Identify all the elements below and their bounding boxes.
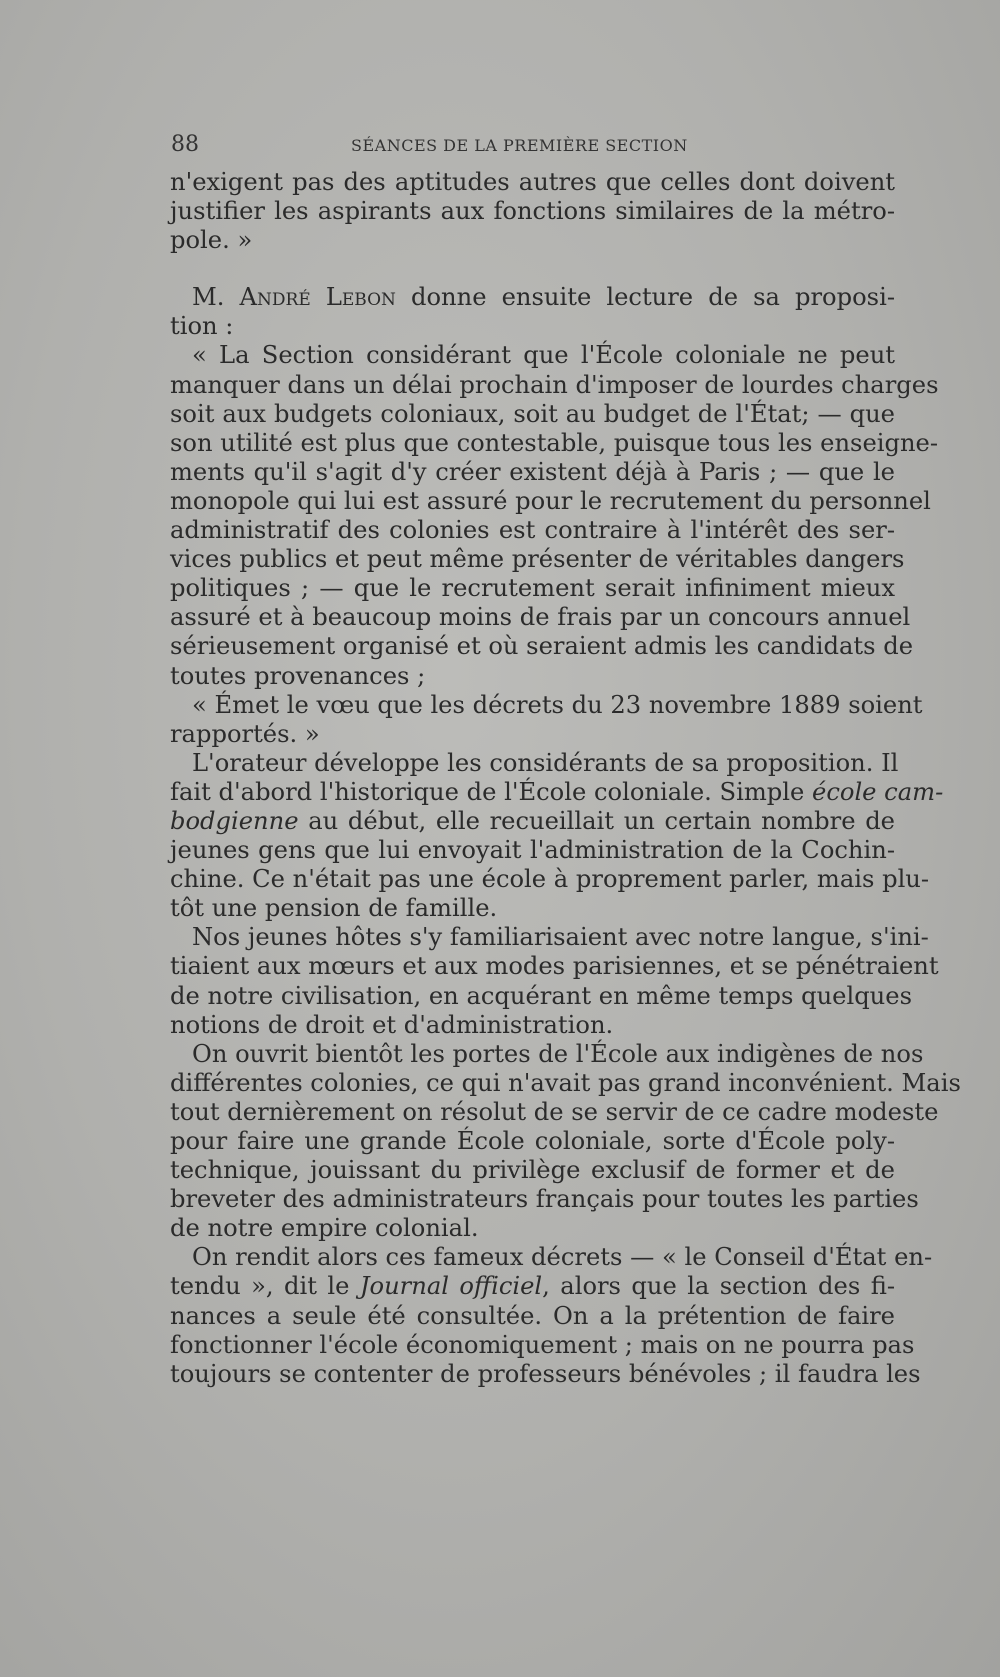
text-line: Nos jeunes hôtes s'y familiarisaient avec notre langue, s'ini- <box>192 923 929 952</box>
text-line: notions de droit et d'administration. <box>170 1010 614 1039</box>
text-line: On ouvrit bientôt les portes de l'École aux indigènes de nos <box>192 1039 924 1068</box>
text-line: chine. Ce n'était pas une école à proprement parler, mais plu- <box>170 865 930 894</box>
text-line: justifier les aspirants aux fonctions similaires de la métro- <box>170 197 895 226</box>
text-segment: au début, elle recueillait un certain nombre de <box>298 806 895 835</box>
page-number: 88 <box>171 132 199 157</box>
text-line: de notre civilisation, en acquérant en même temps quelques <box>170 981 912 1010</box>
italic-phrase: école cam- <box>812 777 944 806</box>
text-line: tiaient aux mœurs et aux modes parisiennes, et se pénétraient <box>170 952 939 981</box>
text-line <box>170 807 895 836</box>
text-line: ments qu'il s'agit d'y créer existent déjà à Paris ; — que le <box>170 457 895 486</box>
text-line: assuré et à beaucoup moins de frais par un concours annuel <box>170 603 911 632</box>
text-line <box>170 777 944 807</box>
text-line: manquer dans un délai prochain d'imposer de lourdes charges <box>170 370 939 399</box>
text-line: vices publics et peut même présenter de véritables dangers <box>170 545 905 574</box>
text-line: toutes provenances ; <box>170 661 426 690</box>
text-line: pole. » <box>170 226 253 255</box>
text-line: n'exigent pas des aptitudes autres que celles dont doivent <box>170 168 895 196</box>
speaker-name: André Lebon <box>239 283 396 312</box>
italic-phrase: bodgienne <box>170 806 299 835</box>
text-line: toujours se contenter de professeurs bénévoles ; il faudra les <box>170 1359 921 1388</box>
text-line: politiques ; — que le recrutement serait infiniment mieux <box>170 574 895 603</box>
text-line <box>170 283 895 312</box>
text-line <box>170 1272 895 1301</box>
text-line: tion : <box>170 312 234 341</box>
text-line: différentes colonies, ce qui n'avait pas grand inconvénient. Mais <box>170 1068 961 1097</box>
paragraph-gap <box>170 255 895 283</box>
text-line: tôt une pension de famille. <box>170 894 498 923</box>
text-line: jeunes gens que lui envoyait l'administration de la Cochin- <box>170 836 895 865</box>
text-line: L'orateur développe les considérants de sa proposition. Il <box>192 748 899 777</box>
body-text <box>170 168 961 1389</box>
text-line: « Émet le vœu que les décrets du 23 novembre 1889 soient <box>192 690 923 719</box>
italic-phrase: Journal officiel <box>359 1272 543 1301</box>
text-line: rapportés. » <box>170 719 320 748</box>
text-segment: fait d'abord l'historique de l'École coloniale. Simple <box>170 777 813 806</box>
text-line: breveter des administrateurs français pour toutes les parties <box>170 1185 919 1214</box>
text-line: monopole qui lui est assuré pour le recrutement du personnel <box>170 486 931 515</box>
text-line: soit aux budgets coloniaux, soit au budget de l'État; — que <box>170 399 895 428</box>
text-line: tout dernièrement on résolut de se servir de ce cadre modeste <box>170 1097 939 1126</box>
text-line: son utilité est plus que contestable, puisque tous les enseigne- <box>170 428 939 457</box>
text-line: pour faire une grande École coloniale, sorte d'École poly- <box>170 1127 895 1155</box>
text-line: « La Section considérant que l'École coloniale ne peut <box>192 341 895 370</box>
text-line: de notre empire colonial. <box>170 1214 479 1243</box>
text-segment: M. <box>192 283 240 312</box>
running-title: SÉANCES DE LA PREMIÈRE SECTION <box>351 136 688 155</box>
text-line: nances a seule été consultée. On a la prétention de faire <box>170 1301 895 1330</box>
text-line: sérieusement organisé et où seraient admis les candidats de <box>170 632 914 661</box>
text-line: technique, jouissant du privilège exclusif de former et de <box>170 1156 895 1185</box>
text-line: fonctionner l'école économiquement ; mais on ne pourra pas <box>170 1330 915 1359</box>
text-segment: tendu », dit le <box>170 1272 360 1301</box>
text-line: administratif des colonies est contraire à l'intérêt des ser- <box>170 516 895 545</box>
page-header <box>171 132 891 162</box>
text-segment: , alors que la section des fi- <box>542 1272 895 1301</box>
text-line: On rendit alors ces fameux décrets — « le Conseil d'État en- <box>192 1243 933 1272</box>
text-segment: donne ensuite lecture de sa proposi- <box>395 283 895 312</box>
